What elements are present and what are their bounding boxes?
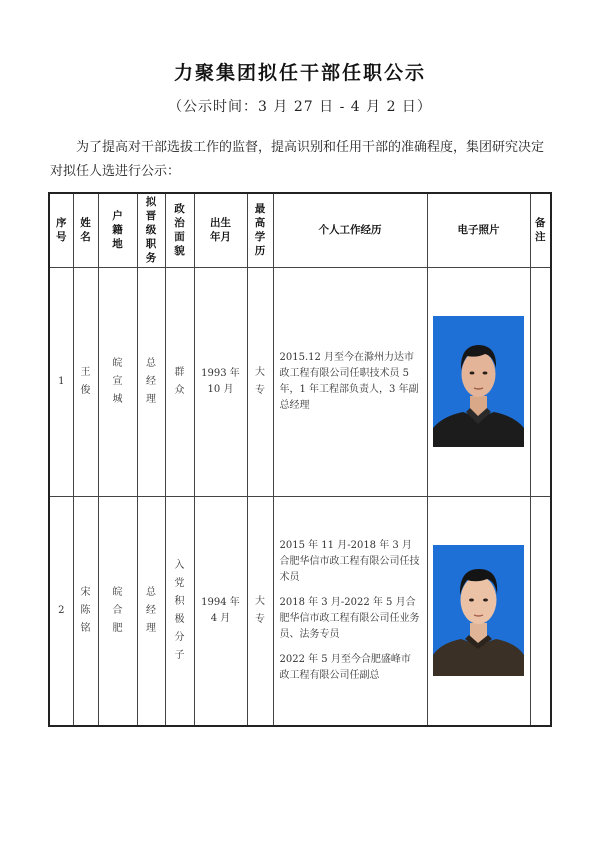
row-hometown: 皖合肥 bbox=[98, 496, 137, 726]
row-photo bbox=[427, 267, 530, 496]
header-position: 拟晋级职务 bbox=[137, 193, 165, 267]
experience-entry: 2015 年 11 月-2018 年 3 月合肥华信市政工程有限公司任技术员 bbox=[279, 539, 420, 583]
row-remark bbox=[530, 267, 551, 496]
row-name: 宋陈铭 bbox=[73, 496, 98, 726]
document-title: 力聚集团拟任干部任职公示 bbox=[173, 62, 426, 84]
header-hometown: 户籍地 bbox=[98, 193, 137, 267]
row-political: 入党积极分子 bbox=[165, 496, 194, 726]
header-index: 序号 bbox=[49, 193, 73, 267]
header-birth: 出生年月 bbox=[194, 193, 247, 267]
experience-entry: 2022 年 5 月至今合肥盛峰市政工程有限公司任副总 bbox=[279, 653, 411, 681]
table-row bbox=[49, 496, 551, 726]
row-photo bbox=[427, 496, 530, 726]
header-photo: 电子照片 bbox=[427, 193, 530, 267]
table-row bbox=[49, 267, 551, 496]
header-remark: 备注 bbox=[530, 193, 551, 267]
row-name: 王俊 bbox=[73, 267, 98, 496]
row-education: 大专 bbox=[247, 267, 273, 496]
row-index: 2 bbox=[49, 496, 73, 726]
row-remark bbox=[530, 496, 551, 726]
row-experience bbox=[273, 267, 427, 496]
row-hometown: 皖宣城 bbox=[98, 267, 137, 496]
experience-entry: 2018 年 3 月-2022 年 5 月合肥华信市政工程有限公司任业务员、法务专员 bbox=[279, 596, 420, 640]
row-political: 群众 bbox=[165, 267, 194, 496]
row-position: 总经理 bbox=[137, 496, 165, 726]
candidate-table bbox=[48, 192, 552, 727]
experience-entry: 2015.12 月至今在滁州力达市政工程有限公司任职技术员 5 年，1 年工程部负责人，3 年副总经理 bbox=[279, 351, 419, 411]
row-birth: 1993 年 10 月 bbox=[194, 267, 247, 496]
header-experience: 个人工作经历 bbox=[273, 193, 427, 267]
candidate-photo bbox=[433, 316, 524, 447]
row-experience bbox=[273, 496, 427, 726]
intro-paragraph: 为了提高对干部选拔工作的监督，提高识别和任用干部的准确程度，集团研究决定对拟任人选进行公示： bbox=[50, 140, 545, 179]
table-header-row bbox=[49, 193, 551, 267]
row-position: 总经理 bbox=[137, 267, 165, 496]
header-political: 政治面貌 bbox=[165, 193, 194, 267]
header-education: 最高学历 bbox=[247, 193, 273, 267]
row-birth: 1994 年 4 月 bbox=[194, 496, 247, 726]
candidate-photo bbox=[433, 545, 524, 676]
header-name: 姓名 bbox=[73, 193, 98, 267]
row-education: 大专 bbox=[247, 496, 273, 726]
row-index: 1 bbox=[49, 267, 73, 496]
publicity-period: （公示时间：3 月 27 日 - 4 月 2 日） bbox=[168, 99, 432, 115]
